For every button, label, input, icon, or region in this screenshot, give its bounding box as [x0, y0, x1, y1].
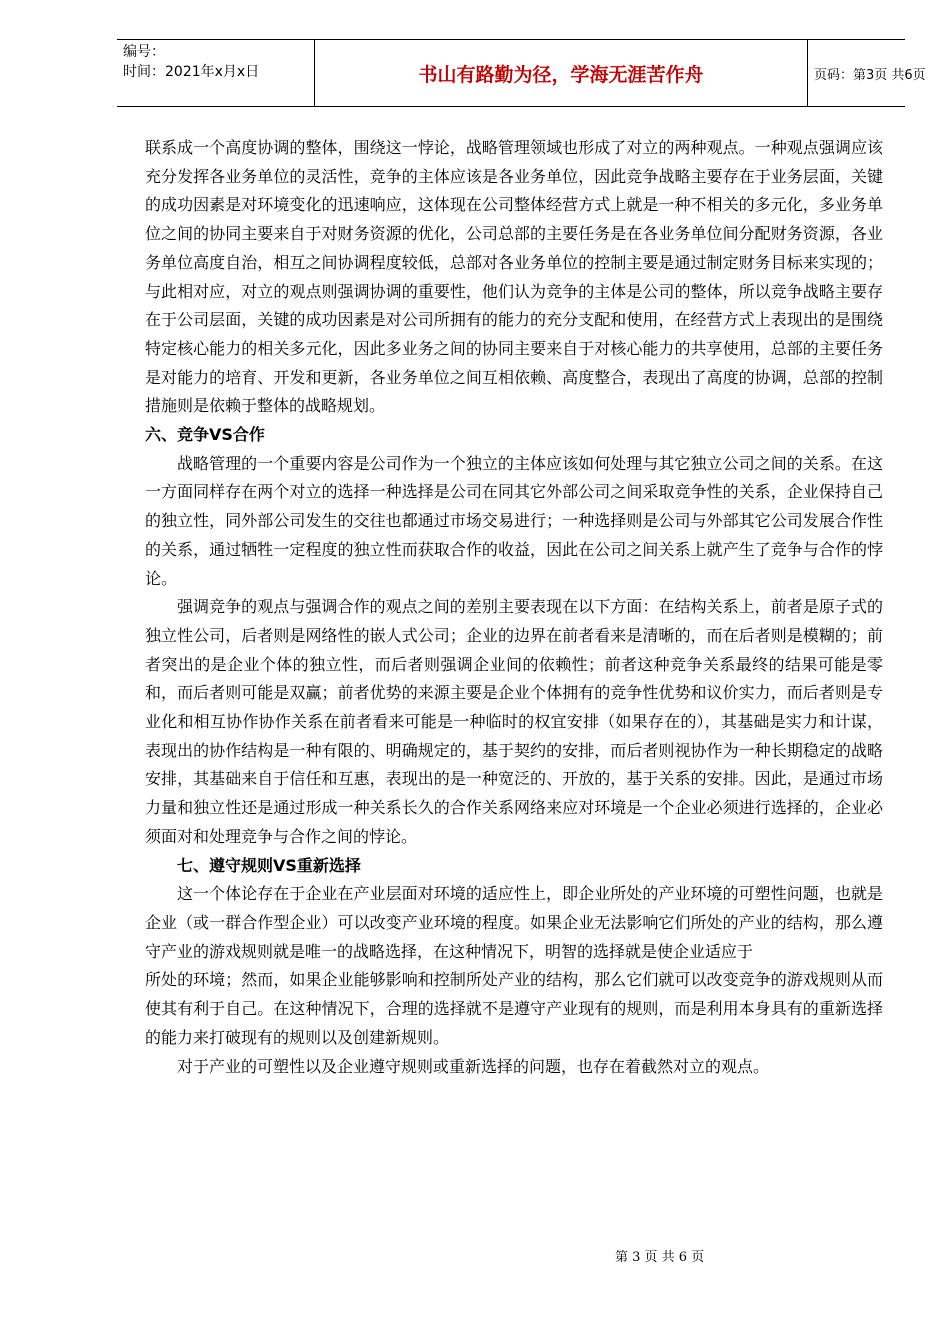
paragraph: 这一个体论存在于企业在产业层面对环境的适应性上，即企业所处的产业环境的可塑性问题，也就是企业（或一群合作型企业）可以改变产业环境的程度。如果企业无法影响它们所处的产业的结构，那么遵守产业的游戏规则就是唯一的战略选择，在这种情况下，明智的选择就是使企业适应于 — [145, 884, 883, 961]
header-meta — [117, 40, 314, 106]
header-page-info: 页码：第3页 共6页 — [814, 67, 926, 83]
section-heading: 七、遵守规则VS重新选择 — [177, 855, 361, 875]
document-body — [145, 134, 883, 1081]
paragraph: 对于产业的可塑性以及企业遵守规则或重新选择的问题，也存在着截然对立的观点。 — [177, 1056, 770, 1076]
page-header — [117, 39, 926, 107]
section-heading: 六、竞争VS合作 — [145, 425, 265, 445]
paragraph: 战略管理的一个重要内容是公司作为一个独立的主体应该如何处理与其它独立公司之间的关系。在这一方面同样存在两个对立的选择一种选择是公司在同其它外部公司之间采取竞争性的关系，企业保持自己的独立性，同外部公司发生的交往也都通过市场交易进行；一种选择则是公司与外部其它公司发展合作性的关系，通过牺牲一定程度的独立性而获取合作的收益，因此在公司之间关系上就产生了竞争与合作的悖论。 — [145, 453, 883, 588]
document-time: 时间：2021年x月x日 — [123, 64, 260, 80]
document-number: 编号： — [123, 44, 165, 60]
paragraph: 强调竞争的观点与强调合作的观点之间的差别主要表现在以下方面：在结构关系上，前者是原子式的独立性公司，后者则是网络性的嵌人式公司；企业的边界在前者看来是清晰的，而在后者则是模糊的；前者突出的是企业个体的独立性，而后者则强调企业间的依赖性；前者这种竞争关系最终的结果可能是零和，而后者则可能是双赢；前者优势的来源主要是企业个体拥有的竞争性优势和议价实力，而后者则是专业化和相互协作协作关系在前者看来可能是一种临时的权宜安排（如果存在的），其基础是实力和计谋，表现出的协作结构是一种有限的、明确规定的，基于契约的安排，而后者则视协作为一种长期稳定的战略安排，其基础来自于信任和互惠，表现出的是一种宽泛的、开放的，基于关系的安排。因此，是通过市场力量和独立性还是通过形成一种关系长久的合作关系网络来应对环境是一个企业必须进行选择的，企业必须面对和处理竞争与合作之间的悖论。 — [145, 597, 883, 846]
paragraph: 所处的环境；然而，如果企业能够影响和控制所处产业的结构，那么它们就可以改变竞争的游戏规则从而使其有利于自己。在这种情况下，合理的选择就不是遵守产业现有的规则，而是利用本身具有的重新选择的能力来打破现有的规则以及创建新规则。 — [145, 970, 883, 1047]
paragraph: 联系成一个高度协调的整体，围绕这一悖论，战略管理领域也形成了对立的两种观点。一种观点强调应该充分发挥各业务单位的灵活性，竞争的主体应该是各业务单位，因此竞争战略主要存在于业务层面，关键的成功因素是对环境变化的迅速响应，这体现在公司整体经营方式上就是一种不相关的多元化，多业务单位之间的协同主要来自于对财务资源的优化，公司总部的主要任务是在各业务单位间分配财务资源，各业务单位高度自治，相互之间协调程度较低，总部对各业务单位的控制主要是通过制定财务目标来实现的；与此相对应，对立的观点则强调协调的重要性，他们认为竞争的主体是公司的整体，所以竞争战略主要存在于公司层面，关键的成功因素是对公司所拥有的能力的充分支配和使用，在经营方式上表现出的是围绕特定核心能力的相关多元化，因此多业务之间的协同主要来自于对核心能力的共享使用，总部的主要任务是对能力的培育、开发和更新，各业务单位之间互相依赖、高度整合，表现出了高度的协调，总部的控制措施则是依赖于整体的战略规划。 — [145, 138, 883, 416]
header-motto: 书山有路勤为径，学海无涯苦作舟 — [314, 40, 808, 106]
page-footer: 第 3 页 共 6 页 — [615, 1250, 705, 1265]
